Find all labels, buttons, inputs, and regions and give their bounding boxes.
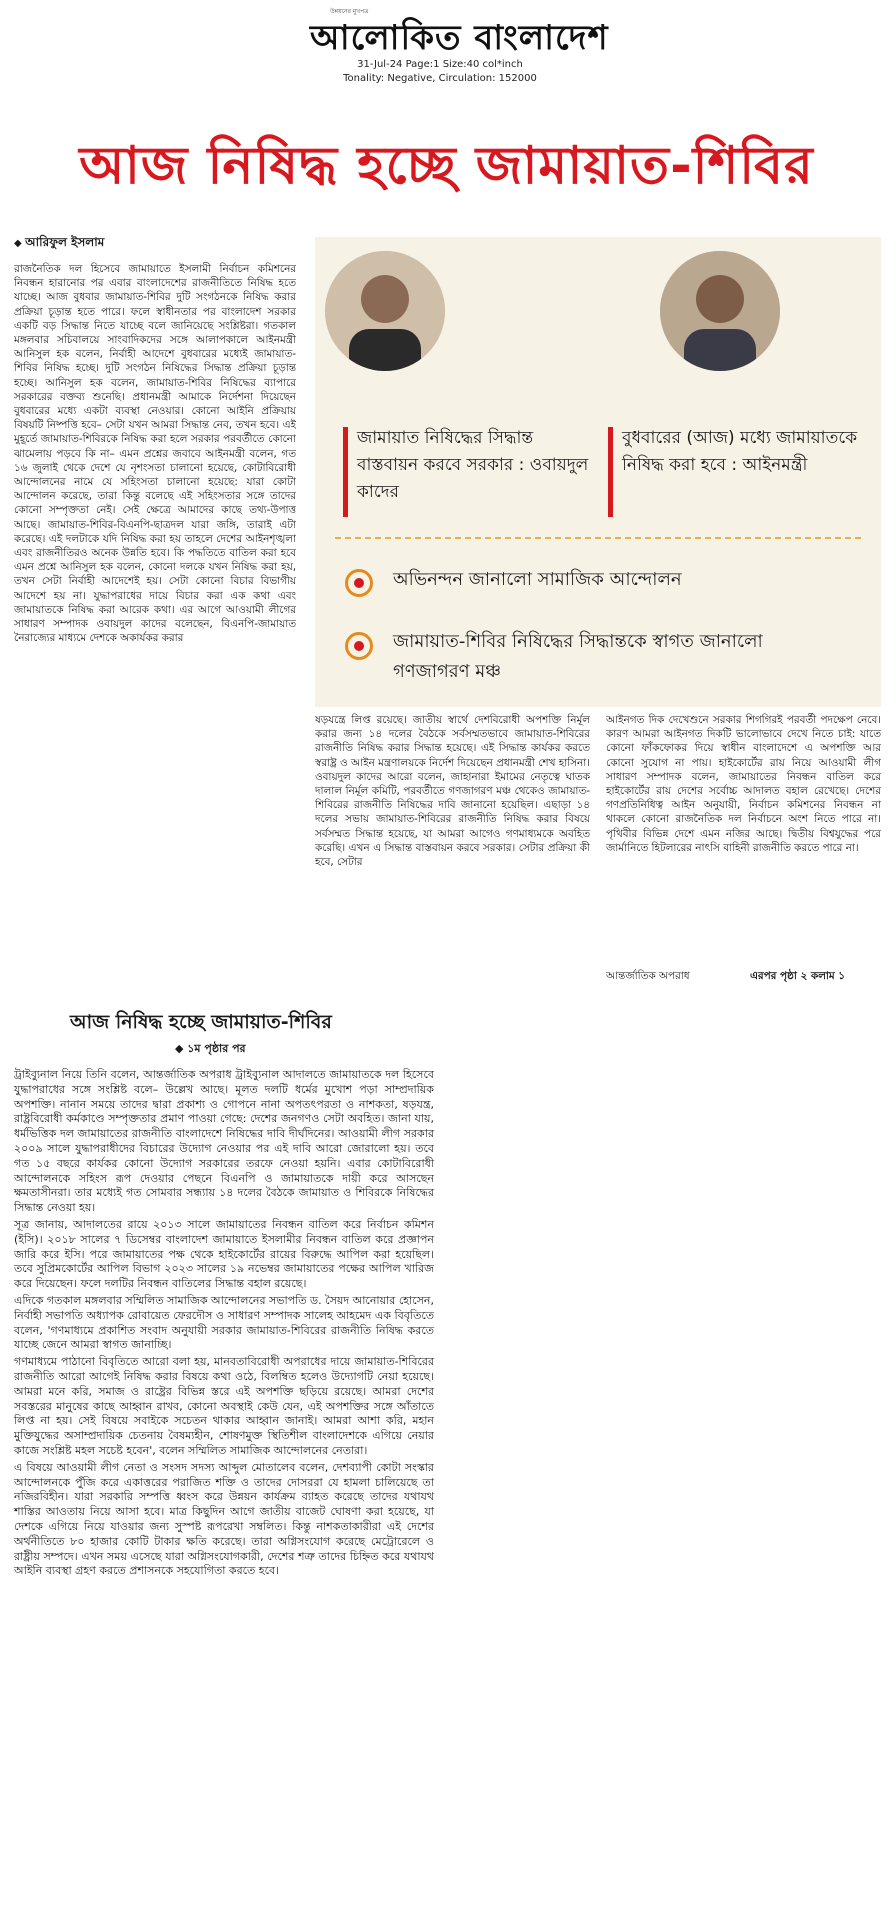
continuation-title: আজ নিষিদ্ধ হচ্ছে জামায়াত-শিবির xyxy=(70,1011,332,1033)
continuation-paragraph: এদিকে গতকাল মঙ্গলবার সম্মিলিত সামাজিক আন্দোলনের সভাপতি ড. সৈয়দ আনোয়ার হোসেন, নির্বাহী সভাপতি অধ্যাপক রোবায়েত ফেরদৌস ও সাধারণ সম্পাদক সালেহ আহমেদ এক বিবৃতিতে বলেন, 'গণমাধ্যমে প্রকাশিত সংবাদ অনুযায়ী সরকার জামায়াত-শিবিরের রাজনীতি নিষিদ্ধ করতে যাচ্ছে জেনে আমরা স্বাগত জানাচ্ছি। xyxy=(14,1293,434,1352)
continuation-paragraph: গণমাধ্যমে পাঠানো বিবৃতিতে আরো বলা হয়, মানবতাবিরোধী অপরাধের দায়ে জামায়াত-শিবিরের রাজনীতি আরো আগেই নিষিদ্ধ করার বিষয়ে কথা ওঠে, বিলম্বিত হলেও উদ্যোগটি নেয়া হয়েছে। আমরা মনে করি, সমাজ ও রাষ্ট্রের বিভিন্ন স্তরে এই অপশক্তি ছড়িয়ে রয়েছে। আমরা দেশের সবস্তরের মানুষের কাছে আহ্বান রাখব, কোনো অবস্থাই কেউ যেন, এই অপশক্তির সঙ্গে আঁতাতে লিপ্ত না হয়। সেই বিষয়ে সবাইকে সচেতন থাকার আহ্বান জানাই। আমরা আশা করি, মহান মুক্তিযুদ্ধের অসাম্প্রদায়িক চেতনায় বৈষম্যহীন, শোষণমুক্ত স্থিতিশীল বাংলাদেশকে এগিয়ে নেয়ার কাজে সংশ্লিষ্ট মহল সচেষ্ট হবেন', বলেন সম্মিলিত সামাজিক আন্দোলনের নেতারা। xyxy=(14,1355,434,1457)
masthead-tagline: উন্নয়নের মুখপত্র xyxy=(330,8,369,15)
quote-left-bar xyxy=(343,427,348,517)
continuation-paragraph: সূত্র জানায়, আদালতের রায়ে ২০১৩ সালে জামায়াতের নিবন্ধন বাতিল করে নির্বাচন কমিশন (ইসি)। ২০১৮ সালের ৭ ডিসেম্বর বাংলাদেশ জামায়াতে ইসলামীর নিবন্ধন বাতিল করে প্রজ্ঞাপন জারি করে ইসি। পরে জামায়াতের পক্ষ থেকে হাইকোর্টের রায়ের বিরুদ্ধে আপিল করা হয়েছিল। তবে সুপ্রিমকোর্টের আপিল বিভাগ ২০২৩ সালের ১৯ নভেম্বর জামায়াতের পক্ষের আপিল খারিজ করে দিয়েছেন। ফলে দলটির নিবন্ধন বাতিলের সিদ্ধান্ত বহাল রয়েছে। xyxy=(14,1217,434,1291)
continuation-text xyxy=(14,1068,434,1579)
continuation-from-page: ◆ ১ম পৃষ্ঠার পর xyxy=(175,1040,246,1059)
bullet-icon xyxy=(345,569,373,597)
column-end-text: আন্তর্জাতিক অপরাধ xyxy=(606,970,690,982)
continuation-paragraph: ট্রাইব্যুনাল নিয়ে তিনি বলেন, আন্তর্জাতিক অপরাধ ট্রাইব্যুনাল আদালতে জামায়াতকে দল হিসেবে যুদ্ধাপরাধের সঙ্গে সংশ্লিষ্ট বলে– উল্লেখ আছে। মূলত দলটি ধর্মের মুখোশ পড়া সাম্প্রদায়িক অপশক্তি। নানান সময়ে তাদের দ্বারা প্রকাশ্য ও গোপনে নানা অপতৎপরতা ও নাশকতা, ষড়যন্ত্র, রাষ্ট্রবিরোধী কর্মকাণ্ডে সম্পৃক্ততার প্রমাণ পাওয়া গেছে: দেশের জনগণও সেটা অবহিত। জানা যায়, ধর্মভিত্তিক দল জামায়াতের রাজনীতি বাংলাদেশে নিষিদ্ধের দাবি দীর্ঘদিনের। আওয়ামী লীগ সরকার ২০০৯ সালে যুদ্ধাপরাধীদের বিচারের উদ্যোগ নেওয়ার পর এই দাবি আরো জোরালো হয়। তবে গত ১৫ বছরে কার্যকর কোনো উদ্যোগ সরকারের তরফে নেওয়া হয়নি। এবার কোটাবিরোধী আন্দোলনকে সহিংস রূপ দেওয়ার পেছনে বিএনপি ও জামায়াতকে দায়ী করে আসছেন ক্ষমতাসীনরা। তার মধ্যেই গত সোমবার সন্ধ্যায় ১৪ দলের বৈঠকে জামায়াত ও শিবিরকে নিষিদ্ধের সিদ্ধান্ত নেওয়া হয়। xyxy=(14,1068,434,1215)
newspaper-logo: আলোকিত বাংলাদেশ xyxy=(310,18,609,58)
continued-on-note: এরপর পৃষ্ঠা ২ কলাম ১ xyxy=(750,970,845,982)
bullet-icon xyxy=(345,632,373,660)
quote-obaidul-quader: জামায়াত নিষিদ্ধের সিদ্ধান্ত বাস্তবায়ন করবে সরকার : ওবায়দুল কাদের xyxy=(357,428,589,502)
quote-law-minister: বুধবারের (আজ) মধ্যে জামায়াতকে নিষিদ্ধ করা হবে : আইনমন্ত্রী xyxy=(622,428,858,475)
article-column-1: রাজনৈতিক দল হিসেবে জামায়াতে ইসলামী নির্বাচন কমিশনের নিবন্ধন হারানোর পর এবার বাংলাদেশের রাজনীতিতে নিষিদ্ধ হতে যাচ্ছে। আজ বুধবার জামায়াত-শিবির দুটি সংগঠনকে নিষিদ্ধ করার প্রক্রিয়া চূড়ান্ত হতে পারে। ফলে স্বাধীনতার পর বাংলাদেশ সরকার একটি বড় সিদ্ধান্ত নিতে যাচ্ছে বলে জানিয়েছে সংশ্লিষ্টরা। গতকাল মঙ্গলবার সচিবালয়ে সাংবাদিকদের সঙ্গে আলাপকালে আইনমন্ত্রী আনিসুল হক বলেন, নির্বাহী আদেশে বুধবারের মধ্যেই জামায়াত-শিবির নিষিদ্ধ হচ্ছে। দুটি সংগঠন নিষিদ্ধের সিদ্ধান্ত প্রক্রিয়া চূড়ান্ত হচ্ছে। আনিসুল হক বলেন, জামায়াত-শিবির নিষিদ্ধের ব্যাপারে সরকারের বক্তব্য শুনেছি। প্রধানমন্ত্রী আমাকে নির্দেশনা দিয়েছেন বুধবারের মধ্যে একটা ব্যবস্থা নেওয়ার। কোনো আইনি প্রক্রিয়ায় বিষয়টি নিষ্পত্তি হবে– সেটা যখন আমরা সিদ্ধান্ত নেব, তখন হবে। এই মুহূর্তে জামায়াত-শিবিরকে নিষিদ্ধ করা হলে সরকার পরবর্তীতে কোনো ঝামেলায় পড়বে কি না– এমন প্রশ্নের জবাবে আইনমন্ত্রী বলেন, গত ১৬ জুলাই থেকে দেশে যে নৃশংসতা চালানো হয়েছে, কোটাবিরোধী আন্দোলনের নামে যে সহিংসতা চালানো হয়েছে: যারা কোটা আন্দোলন করেছে, তারা কিন্তু বলেছে এই সহিংসতার সঙ্গে তাদের কোনো সম্পৃক্ততা নেই। সেই ক্ষেত্রে আমাদের কাছে তথ্য-উপাত্ত আছে। জামায়াত-শিবির-বিএনপি-ছাত্রদল যারা জঙ্গি, তারাই এটা করেছে। এই দলটাকে যদি নিষিদ্ধ করা হয় তাহলে দেশের আইনশৃঙ্খলা এবং রাজনীতিরও অনেক উন্নতি হবে। কি পদ্ধতিতে বাতিল করা হবে এমন প্রশ্নে আনিসুল হক বলেন, কোনো দলকে যখন নিষিদ্ধ করা হয়, তখন সেটা নির্বাহী আদেশেই হয়। সেটা কোনো বিচার বিভাগীয় আদেশে হয় না। যুদ্ধাপরাধের দায়ে বিচার করা এক কথা এবং জামায়াতকে নিষিদ্ধ করা আরেক কথা। এর আগে আওয়ামী লীগের সাধারণ সম্পাদক ওবায়দুল কাদের বলেছেন, বিএনপি-জামায়াত নৈরাজ্যের মাধ্যমে দেশকে অকার্যকর করার xyxy=(14,263,296,645)
clip-meta-line-2: Tonality: Negative, Circulation: 152000 xyxy=(343,73,537,84)
quote-right-bar xyxy=(608,427,613,517)
byline: ◆ আরিফুল ইসলাম xyxy=(14,234,104,254)
article-column-3: আইনগত দিক দেখেশুনে সরকার শিগগিরই পরবর্তী পদক্ষেপ নেবে। কারণ আমরা আইনগত দিকটি ভালোভাবে দেখে নিতে চাই: যাতে কোনো ফাঁকফোকর দিয়ে স্বাধীন বাংলাদেশে এ অপশক্তি আর কোনো সুযোগ না পায়। হাইকোর্টের রায় নিয়ে আওয়ামী লীগ সাধারণ সম্পাদক বলেন, জামায়াতের নিবন্ধন বাতিল করে হাইকোর্টের রায় দেশের সর্বোচ্চ আদালত বহাল রেখেছে। দেশের গণপ্রতিনিধিত্ব আইন অনুযায়ী, নির্বাচন কমিশনের নিবন্ধন না থাকলে কোনো রাজনৈতিক দল নির্বাচনে অংশ নিতে পারে না। পৃথিবীর বিভিন্ন দেশে এমন নজির আছে। দ্বিতীয় বিশ্বযুদ্ধের পরে জার্মানিতে হিটলারের নাৎসি বাহিনী রাজনীতি করতে পারে না। xyxy=(606,714,881,854)
bullet-gonojagoron-mancha: জামায়াত-শিবির নিষিদ্ধের সিদ্ধান্তকে স্বাগত জানালো গণজাগরণ মঞ্চ xyxy=(393,631,763,682)
main-headline: আজ নিষিদ্ধ হচ্ছে জামায়াত-শিবির xyxy=(79,136,814,196)
feature-box xyxy=(315,237,881,707)
article-column-2: ষড়যন্ত্রে লিপ্ত রয়েছে। জাতীয় স্বার্থে দেশবিরোধী অপশক্তি নির্মূল করার জন্য ১৪ দলের বৈঠকে সর্বসম্মতভাবে জামায়াত-শিবিরের রাজনীতি নিষিদ্ধ করার সিদ্ধান্ত হয়েছে। এই সিদ্ধান্ত কার্যকর করতে স্বরাষ্ট্র ও আইন মন্ত্রণালয়কে নির্দেশ দিয়েছেন প্রধানমন্ত্রী শেখ হাসিনা। ওবায়দুল কাদের আরো বলেন, জাহানারা ইমামের নেতৃত্বে ঘাতক দালাল নির্মূল কমিটি, পরবর্তীতে গণজাগরণ মঞ্চ থেকেও জামায়াত-শিবিরের রাজনীতি নিষিদ্ধের দাবি জানানো হয়েছিল। এছাড়া ১৪ দলের সভায় জামায়াত-শিবিরের রাজনীতি নিষিদ্ধ করার বিষয়ে সর্বসম্মত সিদ্ধান্ত হয়েছে, যা আমরা আগেও গণমাধ্যমকে অবহিত করেছি। এখন এ সিদ্ধান্ত বাস্তবায়ন করবে সরকার। সেটার প্রক্রিয়া কী হবে, সেটার xyxy=(315,714,590,869)
bullet-social-movement: অভিনন্দন জানালো সামাজিক আন্দোলন xyxy=(393,569,682,590)
dashed-divider xyxy=(335,537,861,539)
continuation-paragraph: এ বিষয়ে আওয়ামী লীগ নেতা ও সংসদ সদস্য আব্দুল মোতালেব বলেন, দেশব্যাপী কোটা সংস্কার আন্দোলনকে পুঁজি করে একাত্তরের পরাজিত শক্তি ও তাদের দোসররা যে হামলা চালিয়েছে তা নজিরবিহীন। যারা সরকারি সম্পত্তি ধ্বংস করে উন্নয়ন কার্যক্রম ব্যাহত করেছে তাদের যথাযথ শাস্তির আওতায় নিয়ে আসা হবে। মাত্র কিছুদিন আগে জাতীয় বাজেট ঘোষণা করা হয়েছে, যা দেশকে এগিয়ে নিয়ে যাওয়ার জন্য সুস্পষ্ট রূপরেখা সম্বলিত। কিন্তু নাশকতাকারীরা এই দেশের অর্থনীতিতে ৮০ হাজার কোটি টাকার ক্ষতি করেছে। তারা অগ্নিসংযোগ করেছে মেট্রোরেলে ও রাষ্ট্রীয় সম্পদে। এখন সময় এসেছে যারা অগ্নিসংযোগকারী, দেশের শত্রু তাদের চিহ্নিত করে যথাযথ আইনি ব্যবস্থা গ্রহণ করতে প্রশাসনকে সহযোগিতা করতে হবে। xyxy=(14,1460,434,1578)
law-minister-photo xyxy=(660,251,780,371)
obaidul-quader-photo xyxy=(325,251,445,371)
clip-meta-line-1: 31-Jul-24 Page:1 Size:40 col*inch xyxy=(357,59,523,70)
